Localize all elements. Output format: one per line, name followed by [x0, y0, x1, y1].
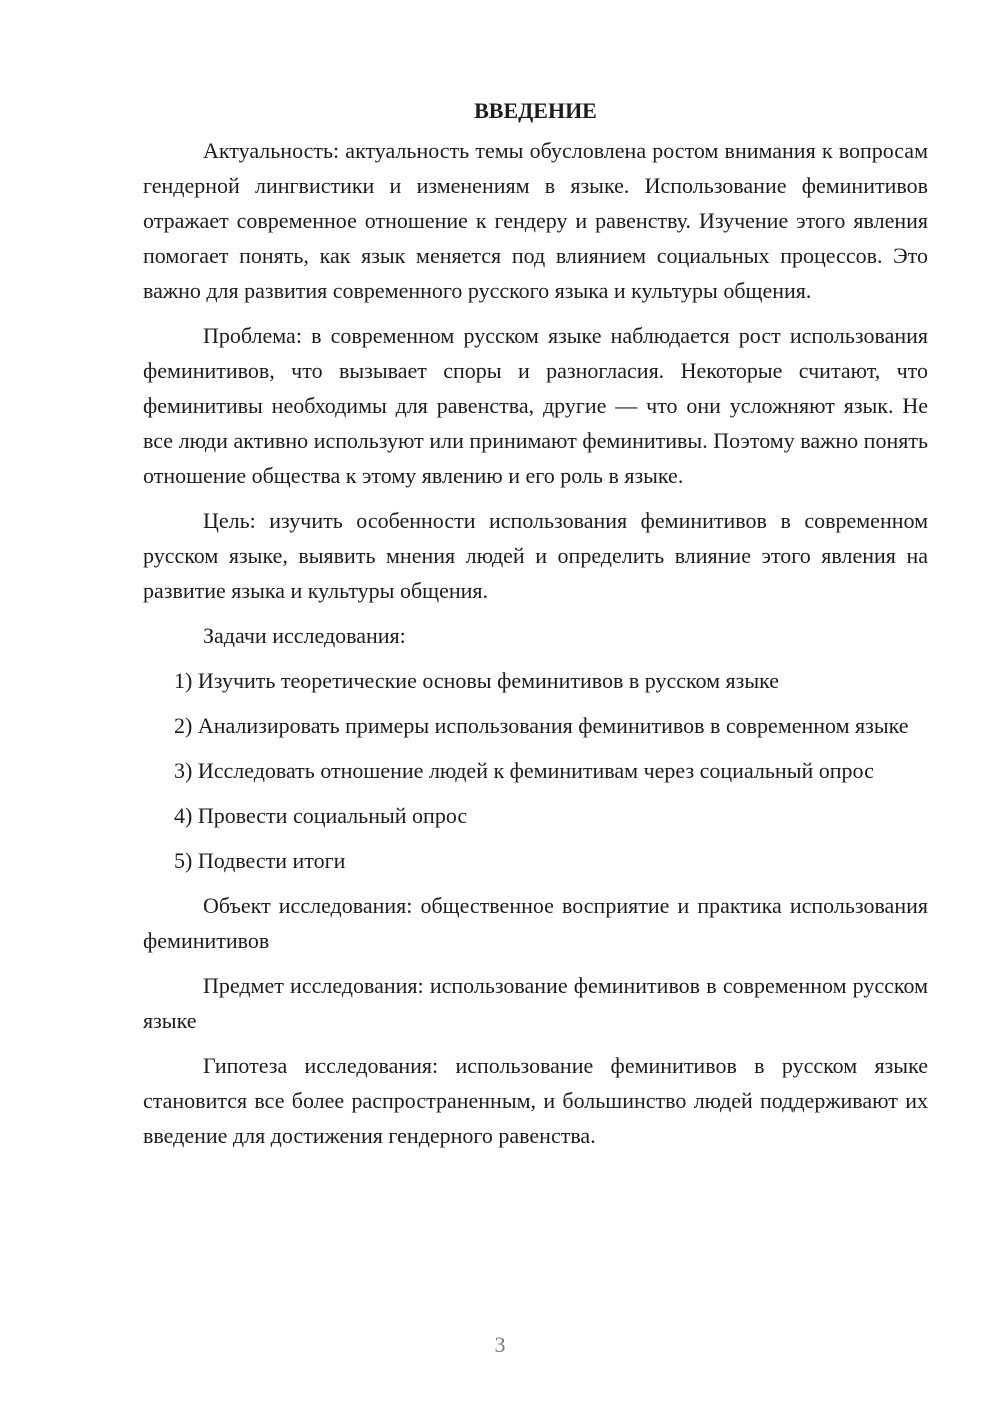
subject-paragraph: Предмет исследования: использование феминитивов в современном русском языке — [143, 973, 928, 1033]
task-item-4: 4) Провести социальный опрос — [174, 803, 468, 828]
page-content — [143, 93, 928, 1163]
task-item-3: 3) Исследовать отношение людей к феминитивам через социальный опрос — [174, 758, 874, 783]
page-number: 3 — [494, 1332, 506, 1357]
hypothesis-paragraph: Гипотеза исследования: использование феминитивов в русском языке становится все более распространенным, и большинство людей поддерживают их введение для достижения гендерного равенства. — [143, 1053, 928, 1148]
object-paragraph: Объект исследования: общественное восприятие и практика использования феминитивов — [143, 893, 928, 953]
task-item-1: 1) Изучить теоретические основы феминитивов в русском языке — [174, 668, 780, 693]
problem-paragraph: Проблема: в современном русском языке наблюдается рост использования феминитивов, что вызывает споры и разногласия. Некоторые считают, что феминитивы необходимы для равенства, другие — что они усложняют язык. Не все люди активно используют или принимают феминитивы. Поэтому важно понять отношение общества к этому явлению и его роль в языке. — [143, 323, 928, 488]
relevance-paragraph: Актуальность: актуальность темы обусловлена ростом внимания к вопросам гендерной лингвистики и изменениям в языке. Использование феминитивов отражает современное отношение к гендеру и равенству. Изучение этого явления помогает понять, как язык меняется под влиянием социальных процессов. Это важно для развития современного русского языка и культуры общения. — [143, 138, 928, 303]
task-item-5: 5) Подвести итоги — [174, 848, 346, 873]
task-item-2: 2) Анализировать примеры использования феминитивов в современном языке — [174, 713, 909, 738]
tasks-intro: Задачи исследования: — [203, 623, 406, 648]
section-heading: ВВЕДЕНИЕ — [474, 98, 597, 123]
goal-paragraph: Цель: изучить особенности использования феминитивов в современном русском языке, выявить мнения людей и определить влияние этого явления на развитие языка и культуры общения. — [143, 508, 928, 603]
